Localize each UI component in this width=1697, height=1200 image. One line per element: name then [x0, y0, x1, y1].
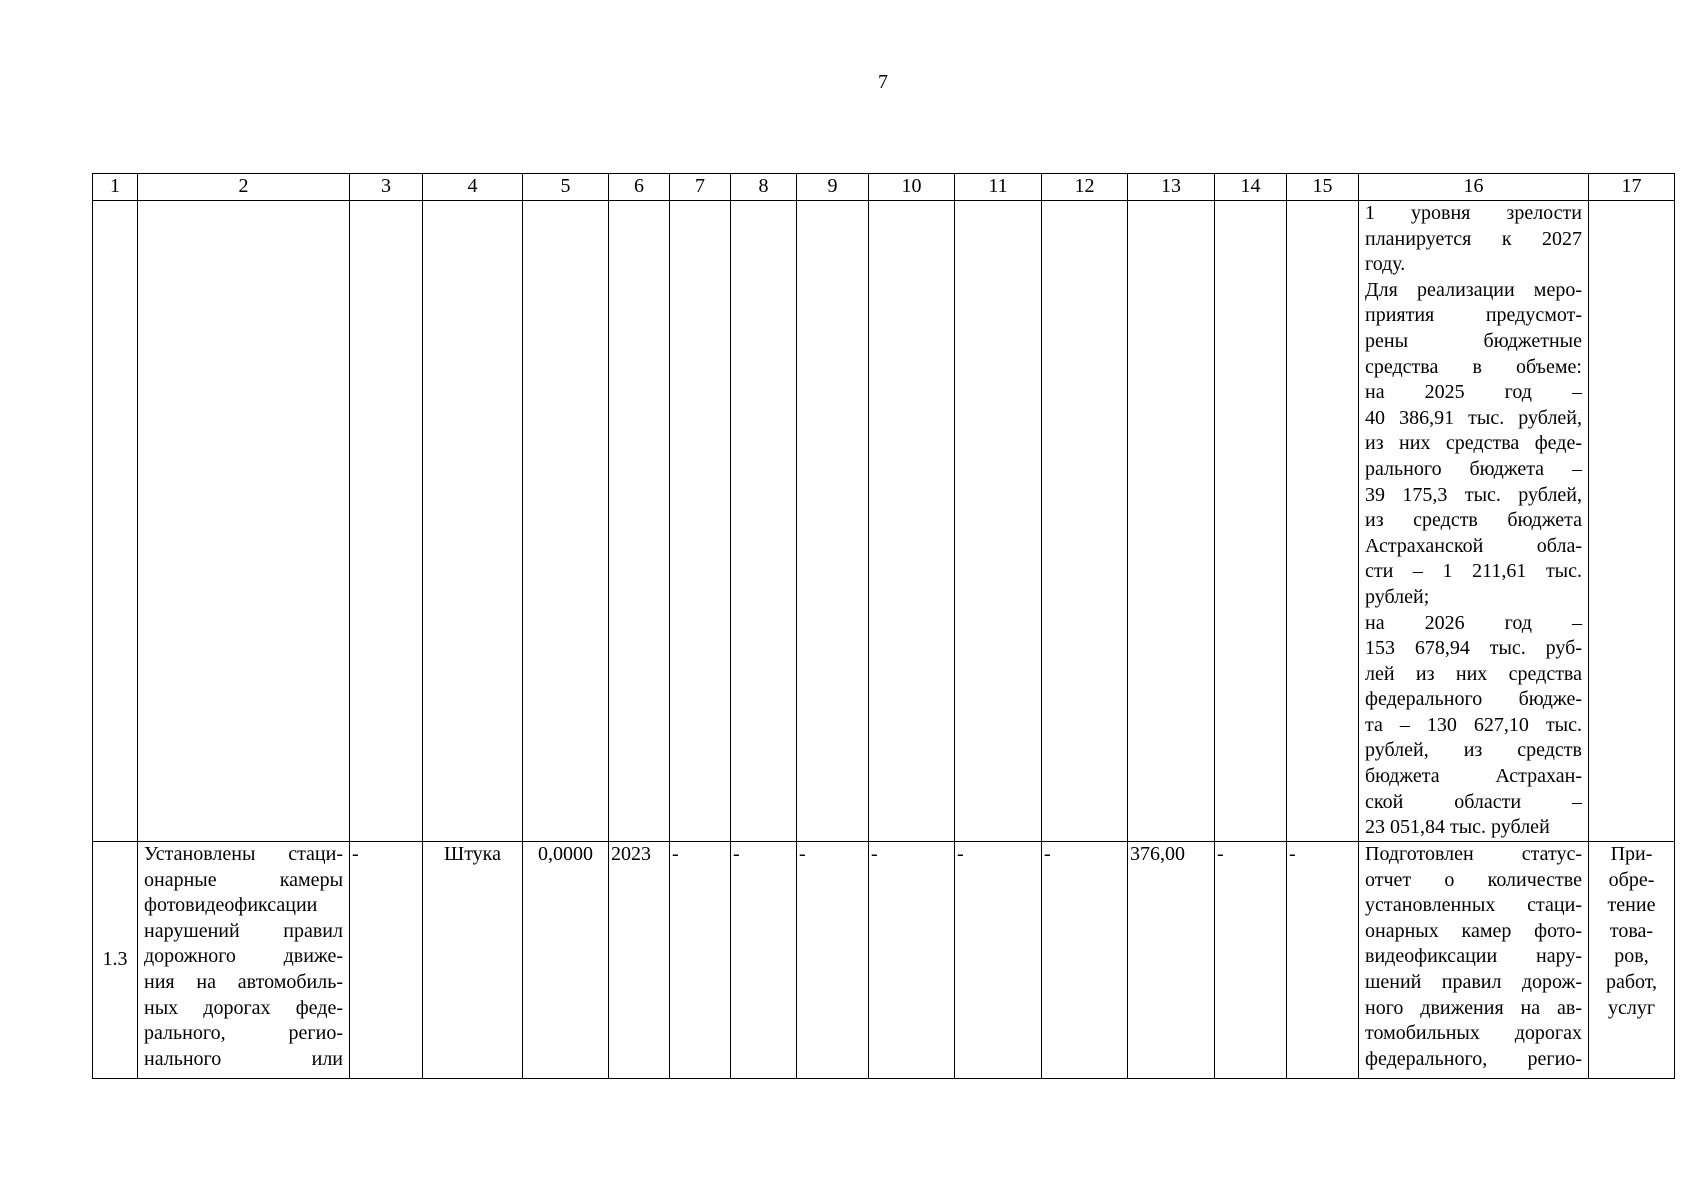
cell-col3	[350, 201, 423, 842]
text-line: услуг	[1607, 996, 1656, 1019]
text-line: планируется к 2027	[1365, 227, 1582, 250]
cell-col9: -	[797, 842, 869, 1079]
cell-col10	[869, 201, 955, 842]
column-header-3: 3	[350, 174, 423, 201]
text-line: Для реализации меро-	[1365, 278, 1582, 301]
cell-col12	[1042, 201, 1128, 842]
text-line: на 2025 год –	[1365, 381, 1582, 404]
column-header-12: 12	[1042, 174, 1128, 201]
text-line: фотовидеофиксации	[144, 894, 318, 917]
text-line: дорожного движе-	[144, 945, 343, 968]
text-line: 1 уровня зрелости	[1365, 202, 1582, 224]
text-line: рены бюджетные	[1365, 329, 1582, 352]
cell-col11: -	[955, 842, 1042, 1079]
text-line: Подготовлен статус-	[1365, 843, 1582, 865]
text-line: рального, регио-	[144, 1022, 343, 1045]
cell-num: 1.3	[93, 842, 138, 1079]
text-line: бюджета Астрахан-	[1365, 765, 1582, 788]
text-line: видеофиксации нару-	[1365, 945, 1582, 968]
column-number-header-row	[93, 174, 1675, 201]
page-number: 7	[878, 71, 888, 93]
cell-col16-description	[1359, 201, 1589, 842]
cell-col10: -	[869, 842, 955, 1079]
text-line: 153 678,94 тыс. руб-	[1365, 637, 1582, 660]
cell-col12: -	[1042, 842, 1128, 1079]
cell-col7	[670, 201, 731, 842]
column-header-5: 5	[523, 174, 609, 201]
cell-col13: 376,00	[1128, 842, 1215, 1079]
text-line: средства в объеме:	[1365, 355, 1582, 378]
cell-col4	[423, 201, 523, 842]
text-line: обре-	[1608, 868, 1655, 891]
column-header-16: 16	[1359, 174, 1589, 201]
text-line: онарных камер фото-	[1365, 919, 1582, 942]
cell-col11	[955, 201, 1042, 842]
text-line: Астраханской обла-	[1365, 534, 1582, 557]
cell-year: 2023	[609, 842, 670, 1079]
text-line: установленных стаци-	[1365, 894, 1582, 917]
cell-col17-source	[1589, 842, 1675, 1079]
cell-col8: -	[731, 842, 797, 1079]
column-header-2: 2	[138, 174, 350, 201]
text-line: При-	[1610, 843, 1653, 865]
text-line: ния на автомобиль-	[144, 970, 343, 993]
cell-name	[138, 842, 350, 1079]
column-header-7: 7	[670, 174, 731, 201]
column-header-14: 14	[1215, 174, 1287, 201]
column-header-9: 9	[797, 174, 869, 201]
text-line: ров,	[1614, 945, 1649, 968]
text-line: на 2026 год –	[1365, 611, 1582, 634]
text-line: отчет о количестве	[1365, 868, 1582, 891]
cell-col13	[1128, 201, 1215, 842]
cell-name	[138, 201, 350, 842]
cell-unit: Штука	[423, 842, 523, 1079]
text-line: тение	[1607, 894, 1656, 917]
cell-col17	[1589, 201, 1675, 842]
column-header-17: 17	[1589, 174, 1675, 201]
text-line: шений правил дорож-	[1365, 970, 1582, 993]
text-line: федерального, регио-	[1365, 1047, 1582, 1070]
column-header-4: 4	[423, 174, 523, 201]
text-line: лей из них средства	[1365, 662, 1582, 685]
column-header-1: 1	[93, 174, 138, 201]
text-line: федерального бюдже-	[1365, 688, 1582, 711]
cell-col16-description	[1359, 842, 1589, 1079]
cell-col14	[1215, 201, 1287, 842]
text-line: рального бюджета –	[1365, 457, 1582, 480]
cell-col5: 0,0000	[523, 842, 609, 1079]
cell-col5	[523, 201, 609, 842]
text-line: из них средства феде-	[1365, 432, 1582, 455]
text-line: Установлены стаци-	[144, 843, 343, 865]
cell-col6	[609, 201, 670, 842]
text-line: приятия предусмот-	[1365, 304, 1582, 327]
cell-col15: -	[1287, 842, 1359, 1079]
text-line: 23 051,84 тыс. рублей	[1365, 816, 1550, 839]
text-line: работ,	[1605, 970, 1658, 993]
text-line: ных дорогах феде-	[144, 996, 343, 1019]
cell-col7: -	[670, 842, 731, 1079]
text-line: нарушений правил	[144, 919, 343, 942]
text-line: 40 386,91 тыс. рублей,	[1365, 406, 1582, 429]
column-header-8: 8	[731, 174, 797, 201]
cell-col14: -	[1215, 842, 1287, 1079]
column-header-10: 10	[869, 174, 955, 201]
text-line: онарные камеры	[144, 868, 343, 891]
column-header-15: 15	[1287, 174, 1359, 201]
text-line: томобильных дорогах	[1365, 1022, 1582, 1045]
text-line: сти – 1 211,61 тыс.	[1365, 560, 1582, 583]
cell-col15	[1287, 201, 1359, 842]
cell-col8	[731, 201, 797, 842]
text-line: нального или	[144, 1047, 343, 1070]
column-header-11: 11	[955, 174, 1042, 201]
text-line: ного движения на ав-	[1365, 996, 1582, 1019]
text-line: ской области –	[1365, 790, 1582, 813]
cell-num	[93, 201, 138, 842]
text-line: году.	[1365, 253, 1406, 276]
text-line: из средств бюджета	[1365, 509, 1582, 532]
measures-table	[92, 173, 1675, 1079]
text-line: 39 175,3 тыс. рублей,	[1365, 483, 1582, 506]
text-line: рублей;	[1365, 585, 1430, 608]
table-row	[93, 201, 1675, 842]
cell-col9	[797, 201, 869, 842]
table-row	[93, 842, 1675, 1079]
column-header-13: 13	[1128, 174, 1215, 201]
cell-col3: -	[350, 842, 423, 1079]
column-header-6: 6	[609, 174, 670, 201]
text-line: рублей, из средств	[1365, 739, 1582, 762]
text-line: та – 130 627,10 тыс.	[1365, 713, 1582, 736]
text-line: това-	[1609, 919, 1654, 942]
